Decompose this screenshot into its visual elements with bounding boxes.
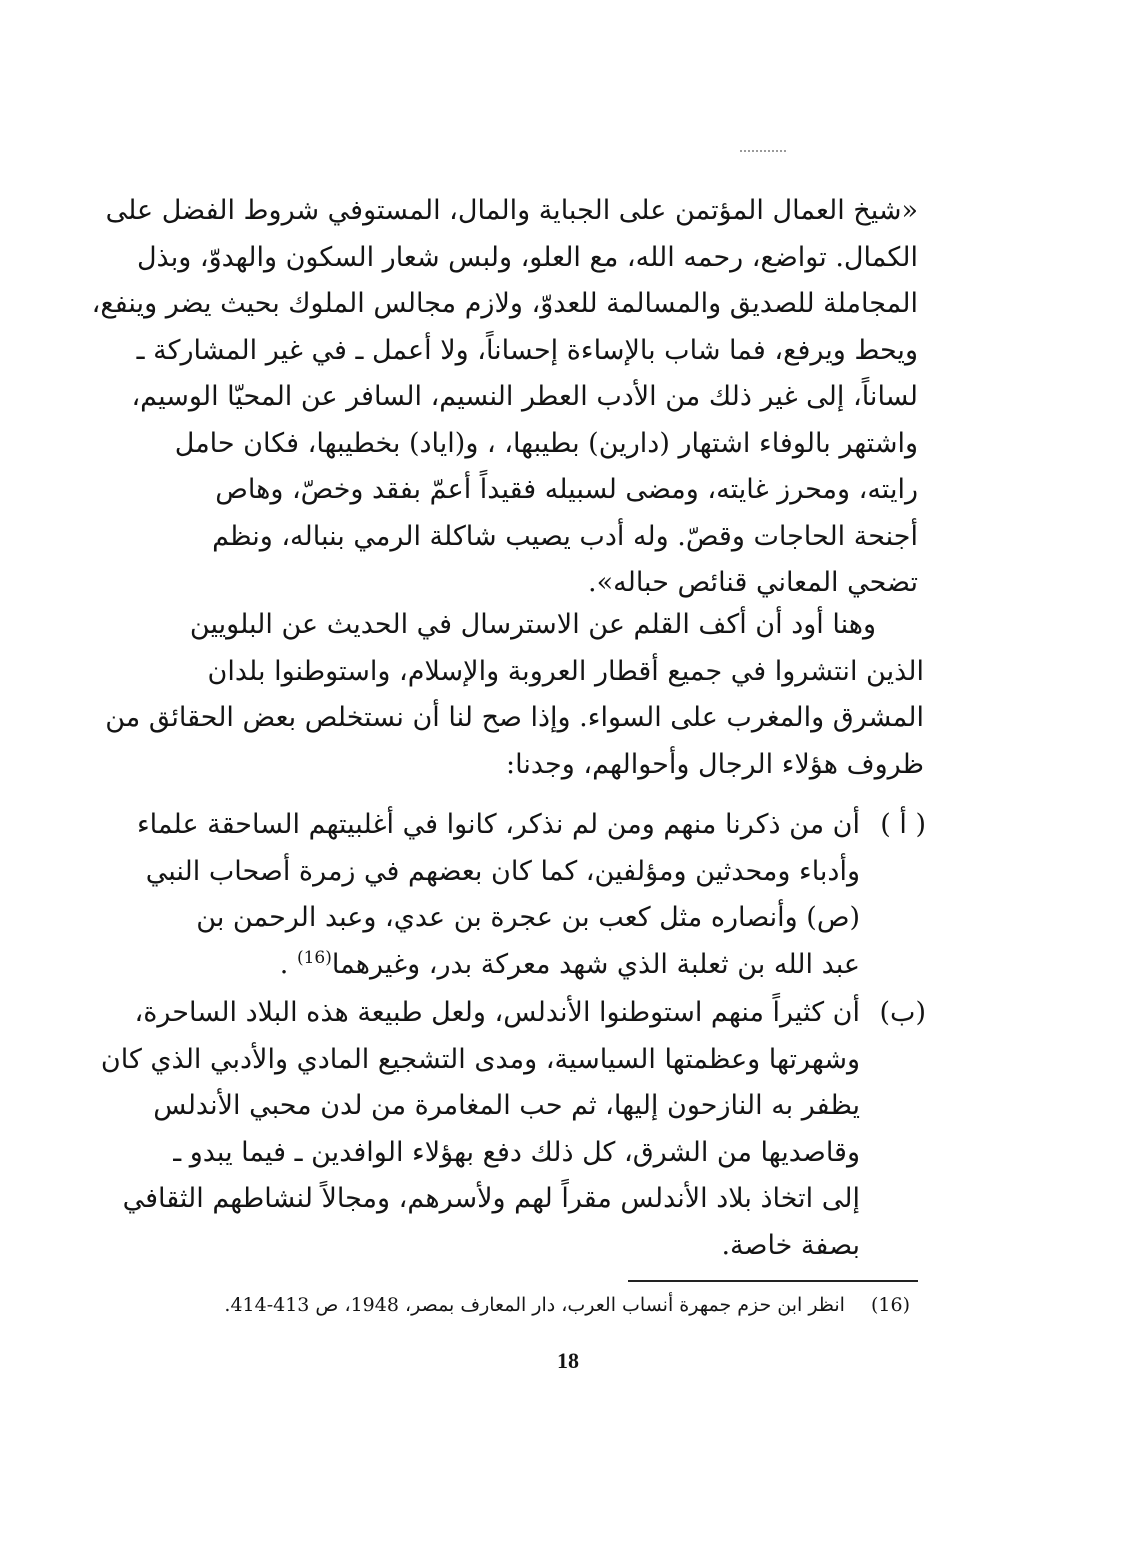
- list-item-a: [136, 802, 926, 988]
- quote-line: تضحي المعاني قنائص حباله».: [588, 567, 918, 598]
- list-item-line: وشهرتها وعظمتها السياسية، ومدى التشجيع المادي والأدبي الذي كان: [100, 1043, 860, 1075]
- list-item-line: أن كثيراً منهم استوطنوا الأندلس، ولعل طبيعة هذه البلاد الساحرة،: [134, 997, 860, 1028]
- quote-line: ويحط ويرفع، فما شاب بالإساءة إحساناً، ولا أعمل ـ في غير المشاركة ـ: [136, 334, 918, 366]
- body-paragraph: [105, 602, 924, 788]
- list-marker: ( أ ): [880, 809, 926, 840]
- list-item-line: بصفة خاصة.: [721, 1229, 860, 1261]
- quote-line: الكمال. تواضع، رحمه الله، مع العلو، ولبس شعار السكون والهدوّ، وبذل: [136, 241, 918, 273]
- list-marker: (ب): [879, 997, 926, 1028]
- list-item-line: يظفر به النازحون إليها، ثم حب المغامرة من لدن محبي الأندلس: [153, 1090, 860, 1121]
- paragraph-line: المشرق والمغرب على السواء. وإذا صح لنا أن نستخلص بعض الحقائق من: [105, 702, 924, 733]
- quote-line: المجاملة للصديق والمسالمة للعدوّ، ولازم مجالس الملوك بحيث يضر وينفع،: [91, 288, 918, 319]
- quote-line: رايته، ومحرز غايته، ومضى لسبيله فقيداً أعمّ بفقد وخصّ، وهاص: [215, 474, 918, 505]
- list-item-line: وأدباء ومحدثين ومؤلفين، كما كان بعضهم في زمرة أصحاب النبي: [145, 855, 860, 887]
- list-item-line: وقاصديها من الشرق، كل ذلك دفع بهؤلاء الوافدين ـ فيما يبدو ـ: [173, 1136, 860, 1168]
- list-item-b: [100, 990, 926, 1269]
- page-number: 18: [557, 1348, 579, 1373]
- scan-smudge: [740, 150, 786, 154]
- list-item-line: أن من ذكرنا منهم ومن لم نذكر، كانوا في أغلبيتهم الساحقة علماء: [136, 809, 860, 840]
- paragraph-line: وهنا أود أن أكف القلم عن الاسترسال في الحديث عن البلويين: [189, 609, 876, 640]
- footnote-reference[interactable]: (16): [296, 947, 332, 968]
- footnote-text: انظر ابن حزم جمهرة أنساب العرب، دار المعارف بمصر، 1948، ص 413-414.: [224, 1294, 845, 1316]
- quote-line: لساناً، إلى غير ذلك من الأدب العطر النسيم، السافر عن المحيّا الوسيم،: [131, 381, 918, 412]
- list-item-body: [100, 990, 860, 1269]
- footnote-number: (16): [870, 1294, 910, 1316]
- list-item-body: [136, 802, 860, 988]
- paragraph-line: الذين انتشروا في جميع أقطار العروبة والإسلام، واستوطنوا بلدان: [207, 655, 924, 687]
- quote-line: أجنحة الحاجات وقصّ. وله أدب يصيب شاكلة الرمي بنباله، ونظم: [212, 520, 918, 552]
- end-mark: .: [279, 948, 289, 980]
- quote-line: «شيخ العمال المؤتمن على الجباية والمال، المستوفي شروط الفضل على: [105, 195, 918, 226]
- list-item-line: (ص) وأنصاره مثل كعب بن عجرة بن عدي، وعبد الرحمن بن: [196, 902, 860, 933]
- footnote: [224, 1290, 910, 1320]
- paragraph-line: ظروف هؤلاء الرجال وأحوالهم، وجدنا:: [506, 748, 924, 780]
- quote-line: واشتهر بالوفاء اشتهار (دارين) بطيبها، ، و(اياد) بخطيبها، فكان حامل: [174, 427, 918, 459]
- list-item-line-with-ref: [216, 942, 860, 989]
- quoted-passage: [91, 188, 918, 607]
- list-item-line: إلى اتخاذ بلاد الأندلس مقراً لهم ولأسرهم، ومجالاً لنشاطهم الثقافي: [122, 1183, 860, 1214]
- footnote-separator: [628, 1280, 918, 1282]
- list-item-text: عبد الله بن ثعلبة الذي شهد معركة بدر، وغيرهما: [331, 948, 860, 980]
